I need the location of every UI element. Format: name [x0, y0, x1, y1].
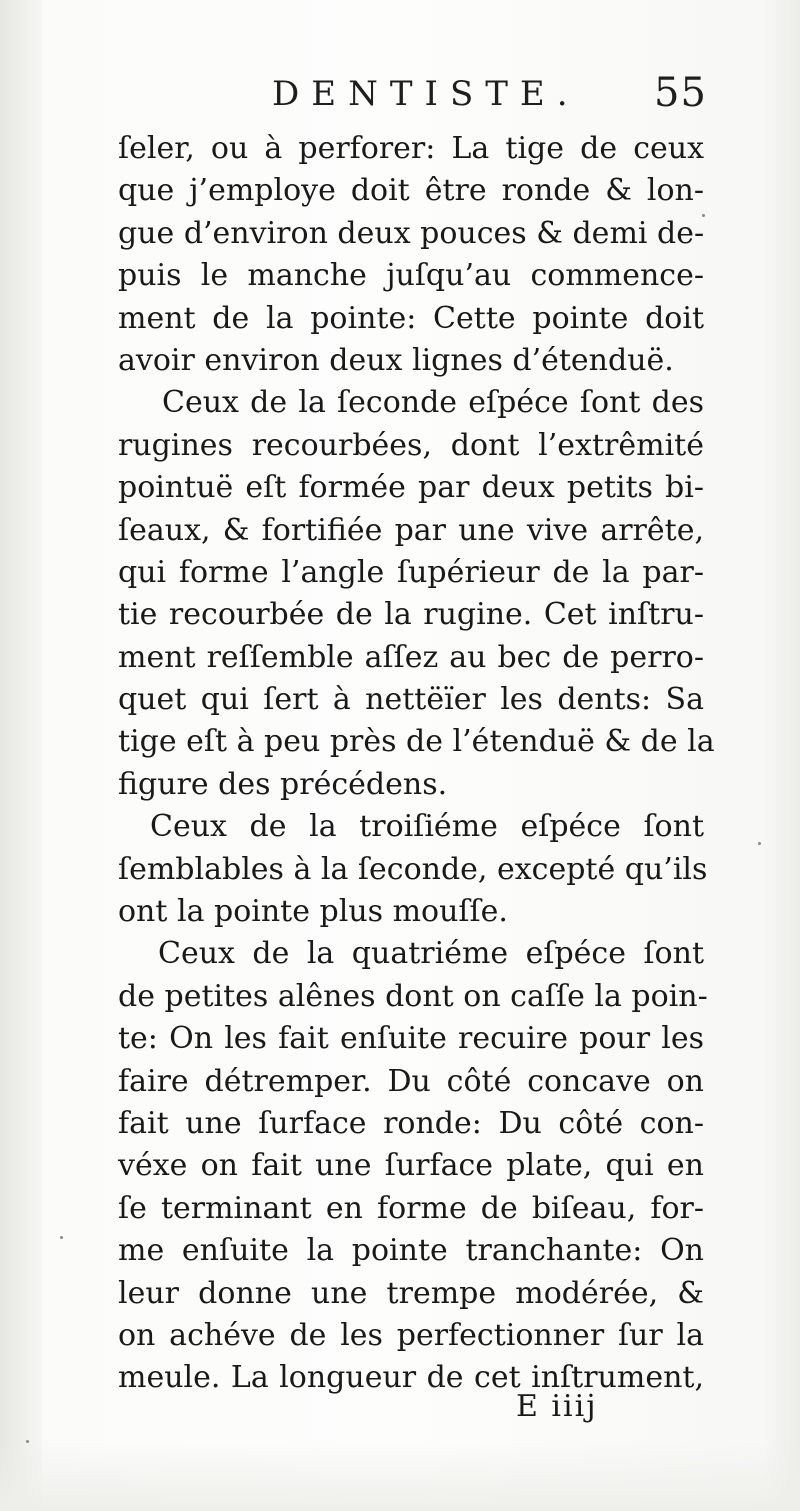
text-line: on achéve de les perfectionner ſur la	[118, 1317, 704, 1353]
ink-speck	[758, 842, 761, 845]
text-line: qui forme l’angle ſupérieur de la par-	[118, 554, 704, 590]
ink-speck	[26, 1440, 29, 1443]
text-line: meule. La longueur de cet inſtrument,	[118, 1360, 704, 1396]
running-head	[0, 70, 800, 130]
page-number: 55	[654, 70, 707, 116]
text-line: pointuë eſt formée par deux petits bi-	[118, 470, 704, 506]
text-line: quet qui ſert à nettëïer les dents: Sa	[118, 682, 704, 718]
text-line: ſeaux, & fortifiée par une vive arrête,	[118, 512, 704, 548]
text-line: figure des précédens.	[118, 766, 448, 802]
text-line: gue d’environ deux pouces & demi de-	[118, 215, 705, 251]
page-shadow-right	[764, 0, 800, 1511]
text-line: fait une ſurface ronde: Du côté con-	[118, 1105, 704, 1141]
text-line: ment reſſemble aſſez au bec de perro-	[118, 639, 704, 675]
paragraph-start-line: Ceux de la quatriéme eſpéce ſont	[158, 936, 704, 972]
text-line: avoir environ deux lignes d’étenduë.	[118, 342, 674, 378]
text-line: ſeler, ou à perforer: La tige de ceux	[118, 131, 704, 166]
text-line: ſemblables à la ſeconde, excepté qu’ils	[118, 851, 708, 887]
page-shadow-bottom	[0, 1441, 800, 1511]
text-line: te: On les fait enſuite recuire pour les	[118, 1021, 704, 1057]
running-head-title: DENTISTE.	[272, 74, 580, 114]
text-line: puis le manche juſqu’au commence-	[118, 258, 704, 294]
text-line: rugines recourbées, dont l’extrêmité	[118, 427, 704, 463]
page-shadow-left	[0, 0, 42, 1511]
text-line: tige eſt à peu près de l’étenduë & de la	[118, 724, 715, 760]
text-line: de petites alênes dont on caſſe la poin-	[118, 978, 708, 1014]
text-line: que j’employe doit être ronde & lon-	[118, 173, 704, 209]
text-line: véxe on fait une ſurface plate, qui en	[118, 1148, 704, 1184]
body-text	[118, 128, 715, 1400]
paragraph-start-line: Ceux de la ſeconde eſpéce ſont des	[162, 385, 704, 421]
text-line: tie recourbée de la rugine. Cet inſtru-	[118, 597, 704, 633]
text-line: me enſuite la pointe tranchante: On	[118, 1233, 704, 1269]
text-line: faire détremper. Du côté concave on	[118, 1063, 704, 1099]
text-line: ſe terminant en forme de biſeau, for-	[118, 1190, 704, 1226]
paragraph-start-line: Ceux de la troiſiéme eſpéce ſont	[150, 809, 704, 845]
ink-speck	[60, 1236, 63, 1239]
text-line: ont la pointe plus mouſſe.	[118, 894, 508, 930]
signature-mark: E iiij	[516, 1389, 598, 1424]
text-line: ment de la pointe: Cette pointe doit	[118, 300, 704, 336]
text-line: leur donne une trempe modérée, &	[118, 1275, 704, 1311]
